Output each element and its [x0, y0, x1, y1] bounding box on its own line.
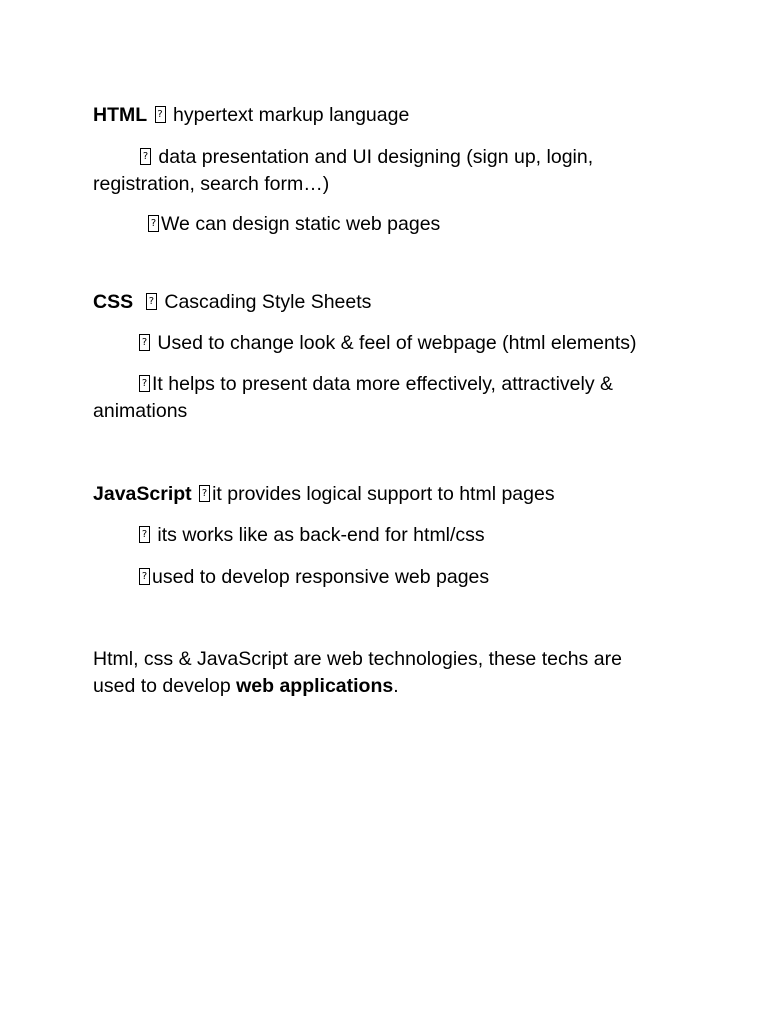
missing-glyph-icon: [146, 293, 157, 310]
js-point-1: [137, 522, 485, 549]
css-term: CSS: [93, 291, 134, 313]
js-term: JavaScript: [93, 483, 192, 505]
js-point-1-text: its works like as back-end for html/css: [157, 524, 485, 546]
summary-suffix: .: [393, 675, 399, 697]
html-point-1-text: data presentation and UI designing (sign up, login,: [158, 146, 594, 168]
css-heading-line: [93, 289, 371, 316]
missing-glyph-icon: [199, 485, 210, 502]
missing-glyph-icon: [139, 568, 150, 585]
missing-glyph-icon: [148, 215, 159, 232]
css-point-1-text: Used to change look & feel of webpage (html elements): [157, 332, 637, 354]
html-definition: hypertext markup language: [173, 104, 410, 126]
missing-glyph-icon: [139, 334, 150, 351]
css-point-2-text: It helps to present data more effectively, attractively &: [152, 373, 614, 395]
summary-line-2: [93, 673, 399, 700]
js-heading-line: [93, 481, 555, 508]
html-point-2: [146, 211, 440, 238]
missing-glyph-icon: [139, 375, 150, 392]
css-definition: Cascading Style Sheets: [164, 291, 372, 313]
html-point-2-text: We can design static web pages: [161, 213, 441, 235]
missing-glyph-icon: [155, 106, 166, 123]
css-point-2: [137, 371, 613, 398]
css-point-1: [137, 330, 637, 357]
html-point-1: [138, 144, 593, 171]
css-point-2-cont: animations: [93, 400, 188, 422]
html-point-1-cont: registration, search form…): [93, 173, 330, 195]
js-point-2: [137, 564, 489, 591]
html-heading-line: [93, 102, 409, 129]
summary-prefix: used to develop: [93, 675, 237, 697]
missing-glyph-icon: [139, 526, 150, 543]
summary-line-1: Html, css & JavaScript are web technologies, these techs are: [93, 648, 622, 670]
html-term: HTML: [93, 104, 148, 126]
js-point-2-text: used to develop responsive web pages: [152, 566, 490, 588]
summary-emphasis: web applications: [236, 675, 394, 697]
js-definition: it provides logical support to html pages: [212, 483, 555, 505]
missing-glyph-icon: [140, 148, 151, 165]
